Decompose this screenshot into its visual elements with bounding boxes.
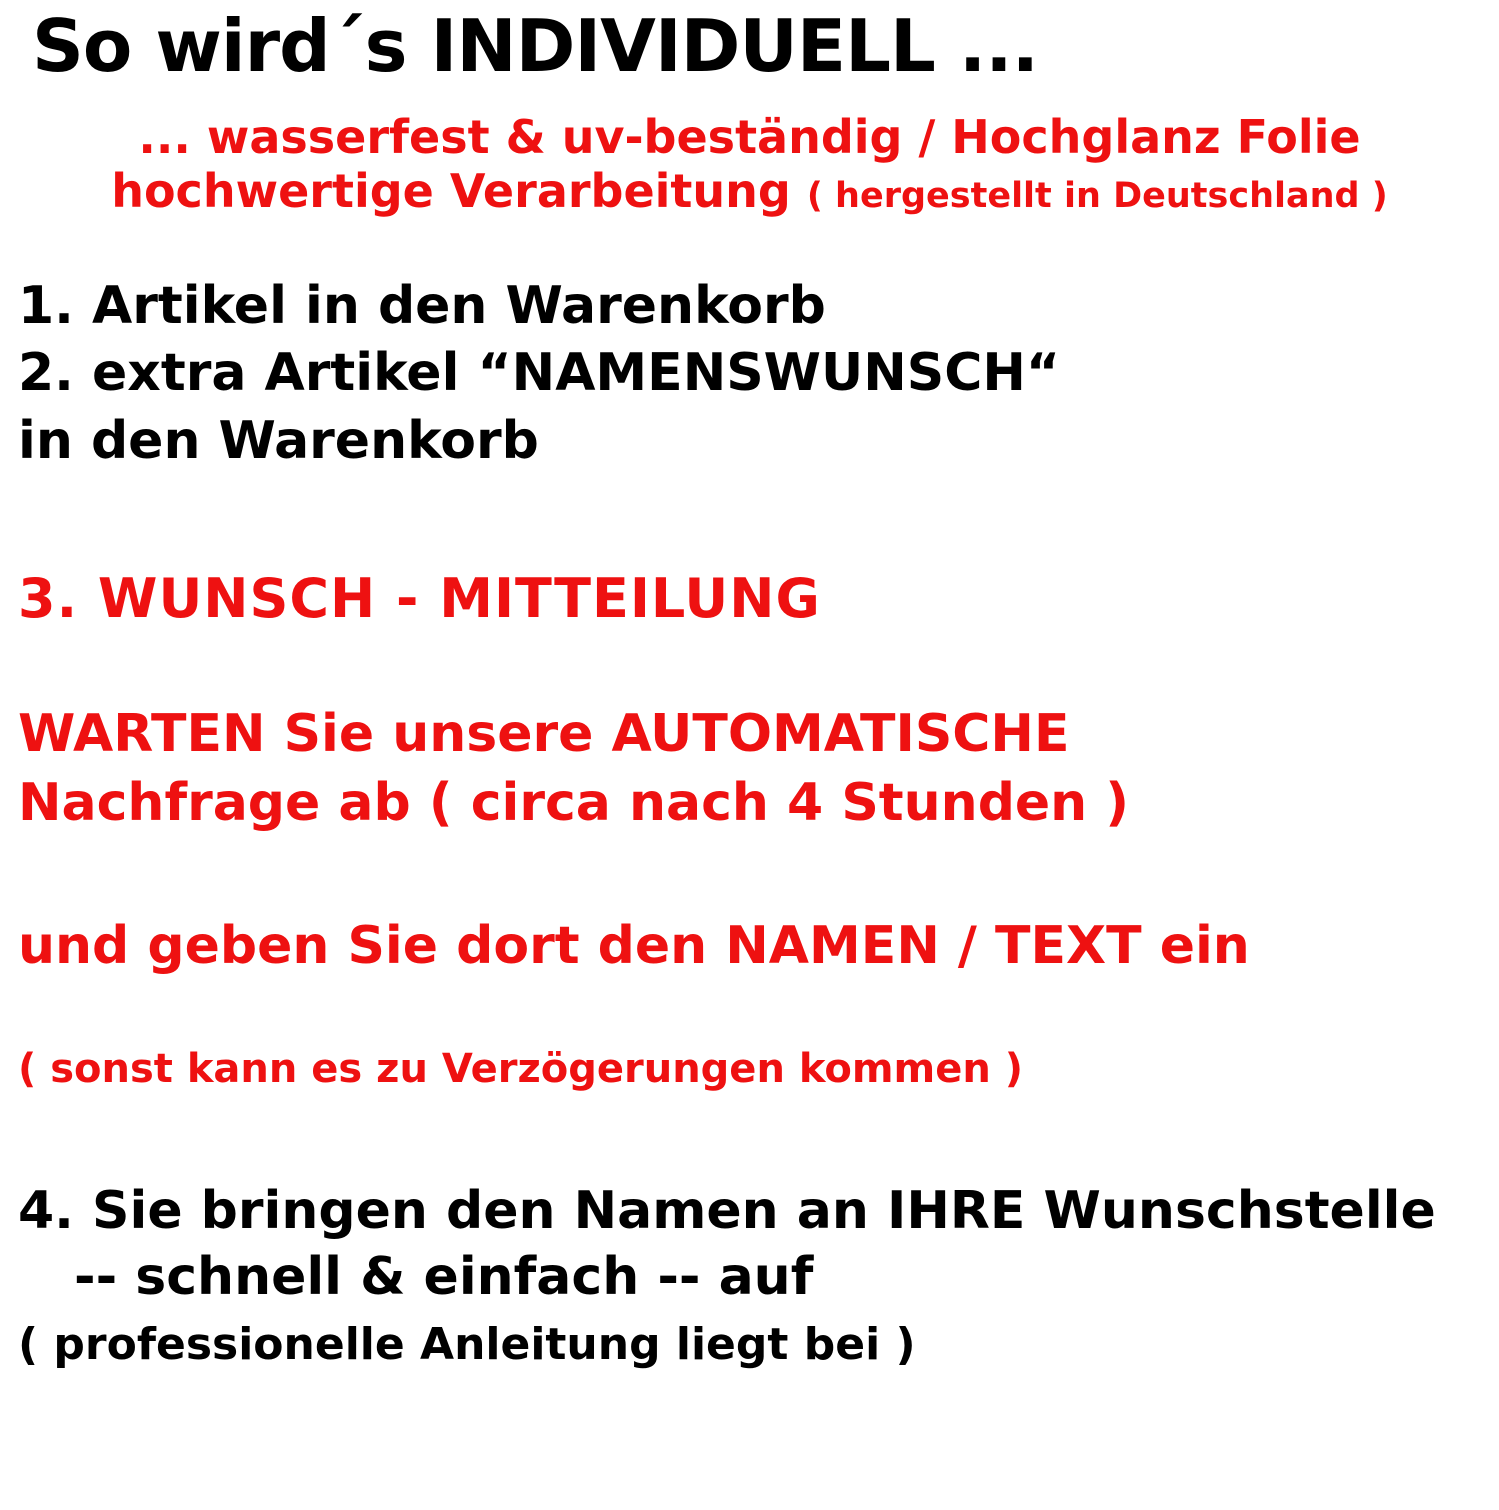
step-4-line-2: -- schnell & einfach -- auf bbox=[74, 1247, 814, 1308]
step-4-block bbox=[18, 1178, 1481, 1373]
step-4-note: ( professionelle Anleitung liegt bei ) bbox=[18, 1318, 916, 1370]
page-title: So wird´s INDIVIDUELL ... bbox=[32, 4, 1038, 88]
step-item-1: 1. Artikel in den Warenkorb bbox=[18, 275, 826, 336]
subtitle-line-1: ... wasserfest & uv-beständig / Hochglanz Folie bbox=[138, 110, 1361, 164]
wait-paragraph bbox=[18, 700, 1481, 837]
wait-paragraph-line-2: Nachfrage ab ( circa nach 4 Stunden ) bbox=[18, 772, 1130, 833]
step-item-2: 2. extra Artikel “NAMENSWUNSCH“ bbox=[18, 343, 1061, 404]
subtitle-line-2-small: ( hergestellt in Deutschland ) bbox=[806, 176, 1388, 217]
subtitle-line-2 bbox=[18, 164, 1481, 218]
step-item-2-continued: in den Warenkorb bbox=[18, 410, 539, 471]
subtitle-block bbox=[18, 110, 1481, 219]
wait-paragraph-line-1: WARTEN Sie unsere AUTOMATISCHE bbox=[18, 704, 1070, 765]
subtitle-line-2-main: hochwertige Verarbeitung bbox=[111, 164, 791, 219]
enter-name-line: und geben Sie dort den NAMEN / TEXT ein bbox=[18, 915, 1250, 976]
delay-note: ( sonst kann es zu Verzögerungen kommen ) bbox=[18, 1045, 1024, 1092]
instruction-sheet bbox=[0, 4, 1499, 1510]
steps-list bbox=[18, 273, 1481, 476]
step-3-heading: 3. WUNSCH - MITTEILUNG bbox=[18, 567, 821, 631]
step-4-line-1: 4. Sie bringen den Namen an IHRE Wunschstelle bbox=[18, 1180, 1436, 1241]
